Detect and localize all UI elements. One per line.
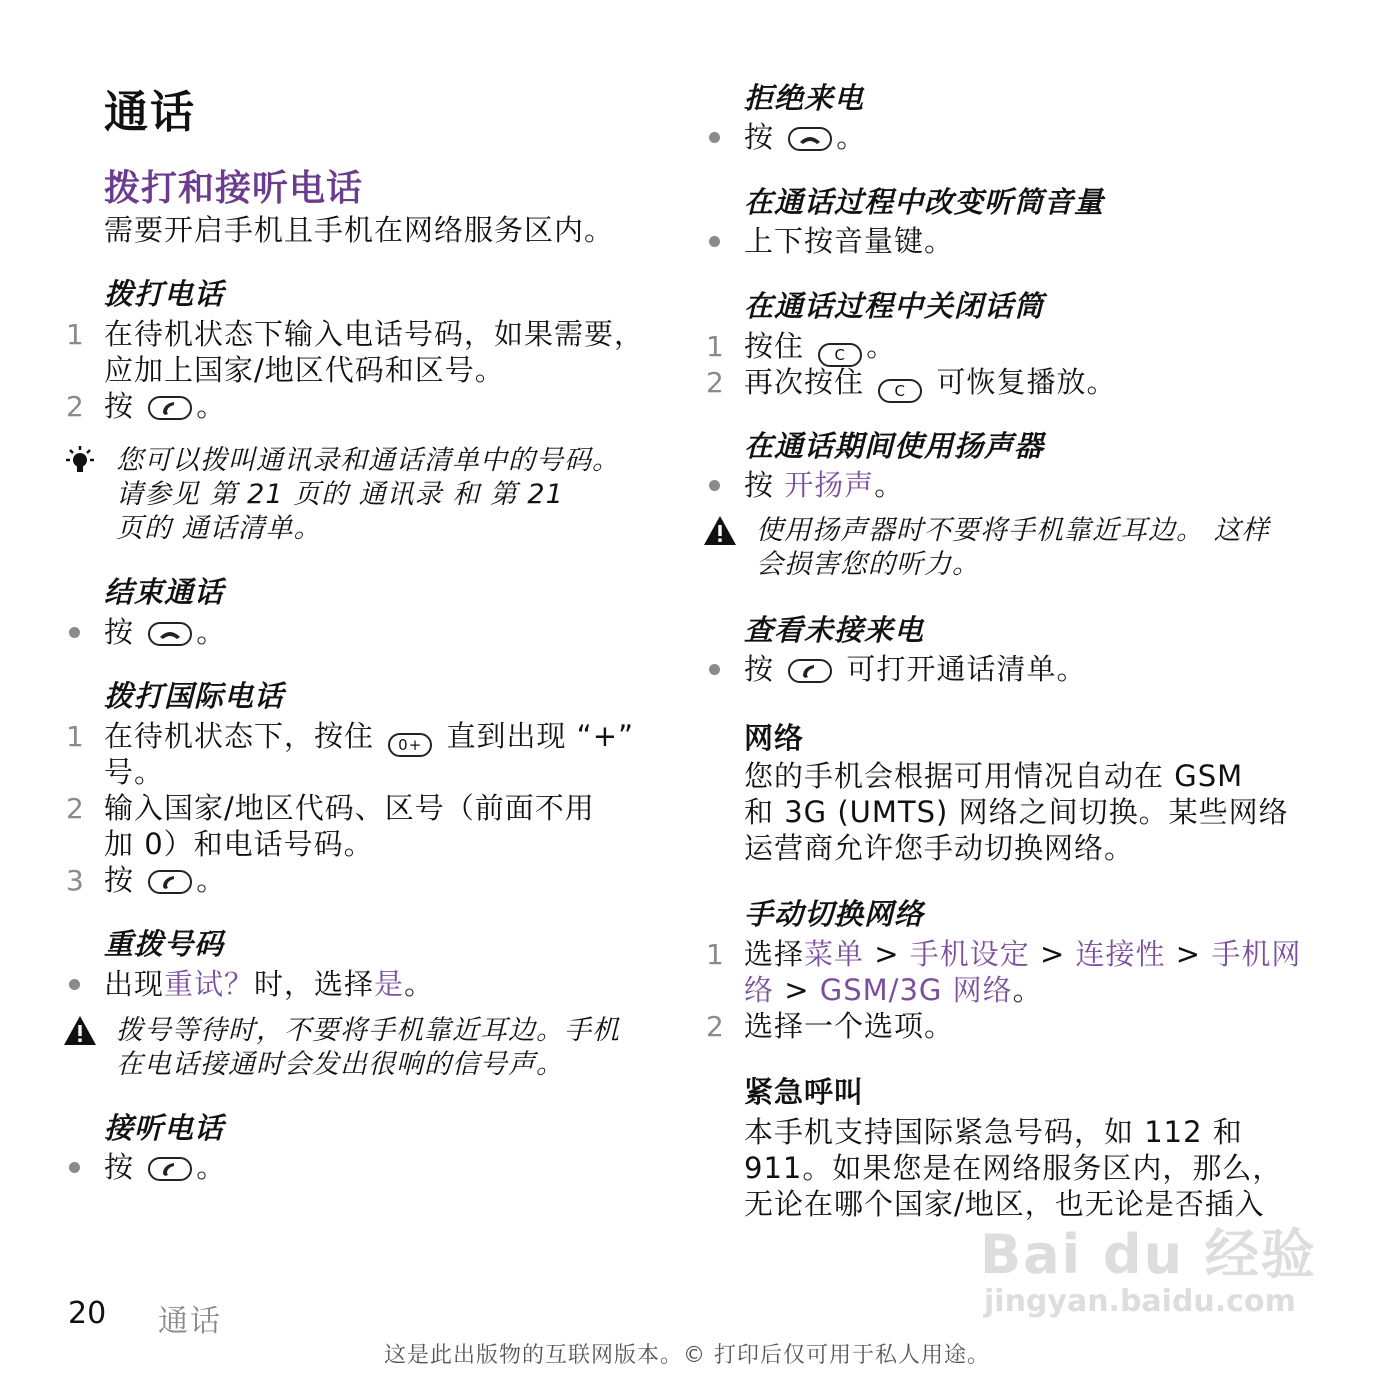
step-number: 1 [706,330,724,363]
step-end: 。 [1012,973,1043,1007]
step-number: 2 [66,792,84,825]
step-text: 在待机状态下，按住 [104,719,375,753]
step-text: 选择 [744,937,805,971]
emergency-line1: 本手机支持国际紧急号码，如 112 和 [744,1115,1243,1149]
menu-link[interactable]: 菜单 [804,937,865,971]
zero-plus-key-icon: 0+ [388,733,432,757]
warning2-line2: 会损害您的听力。 [756,549,980,580]
step-end: 。 [196,1150,227,1184]
manual-switch-step1-line1 [744,936,1301,972]
end-call-key-icon [788,127,832,151]
bullet [709,236,720,247]
connectivity-link[interactable]: 连接性 [1075,937,1166,971]
clear-key-icon: C [878,379,922,403]
reject-text [744,119,866,155]
watermark-url: jingyan.baidu.com [984,1284,1296,1319]
separator: > [1165,937,1212,971]
gsm-3g-network-link[interactable]: GSM/3G 网络 [819,973,1013,1007]
call-key-icon [788,659,832,683]
step-text: 按 [104,1150,135,1184]
manual-switch-step1-line2 [744,972,1043,1008]
end-call-key-icon [148,622,192,646]
tip-line3: 页的 通话清单。 [116,513,322,544]
network-line1: 您的手机会根据可用情况自动在 GSM [744,759,1244,793]
bullet [709,132,720,143]
intl-call-heading: 拨打国际电话 [104,679,285,713]
bullet [709,664,720,675]
copyright-notice: 这是此出版物的互联网版本。© 打印后仅可用于私人用途。 [384,1343,990,1368]
call-key-icon [148,870,192,894]
mute-heading: 在通话过程中关闭话筒 [744,289,1045,323]
intl-call-step2-line1: 输入国家/地区代码、区号（前面不用 [104,791,595,825]
redial-heading: 重拨号码 [104,927,225,961]
mute-step1 [744,328,896,367]
missed-text [744,651,1086,687]
network-heading: 网络 [744,721,805,755]
make-call-step2 [104,388,226,424]
call-key-icon [148,396,192,420]
section-title: 拨打和接听电话 [104,168,364,209]
speaker-heading: 在通话期间使用扬声器 [744,429,1045,463]
step-number: 2 [706,366,724,399]
bullet [69,979,80,990]
bullet [709,480,720,491]
step-end: 。 [874,468,905,502]
intl-call-step3 [104,862,226,898]
step-text: 再次按住 [744,365,865,399]
manual-switch-step2: 选择一个选项。 [744,1009,955,1043]
make-call-step1-line2: 应加上国家/地区代码和区号。 [104,353,505,387]
network-line3: 运营商允许您手动切换网络。 [744,831,1135,865]
clear-key-icon: C [818,343,862,367]
intl-call-step1-line1 [104,718,634,757]
step-text: 按 [744,468,775,502]
bullet [69,627,80,638]
mute-step2 [744,364,1116,403]
warning2-line1: 使用扬声器时不要将手机靠近耳边。 这样 [756,515,1270,546]
step-end: 。 [196,863,227,897]
yes-link[interactable]: 是 [374,967,405,1001]
network-line2: 和 3G (UMTS) 网络之间切换。某些网络 [744,795,1289,829]
separator: > [774,973,820,1007]
emergency-line2: 911。如果您是在网络服务区内，那么， [744,1151,1283,1185]
page-title: 通话 [104,87,196,138]
emergency-heading: 紧急呼叫 [744,1075,865,1109]
phone-settings-link[interactable]: 手机设定 [909,937,1030,971]
mobile-network-link[interactable]: 络 [744,973,775,1007]
step-end: 。 [404,967,435,1001]
step-text: 可恢复播放。 [936,365,1117,399]
redial-text [104,966,434,1002]
retry-link[interactable]: 重试？ [164,967,255,1001]
section-intro: 需要开启手机且手机在网络服务区内。 [104,213,615,247]
reject-heading: 拒绝来电 [744,81,865,115]
step-text: 时，选择 [254,967,375,1001]
step-number: 3 [66,864,84,897]
separator: > [864,937,910,971]
step-end: 。 [196,615,227,649]
emergency-line3: 无论在哪个国家/地区，也无论是否插入 [744,1187,1265,1221]
step-text: 按 [744,120,775,154]
warning-icon [62,1014,98,1048]
speaker-text [744,467,904,503]
footer-section: 通话 [158,1304,222,1339]
step-text: 可打开通话清单。 [846,652,1087,686]
step-end: 。 [836,120,867,154]
intl-call-step1-line2: 号。 [104,755,165,789]
make-call-heading: 拨打电话 [104,277,225,311]
volume-text: 上下按音量键。 [744,224,955,258]
warning-icon [702,514,738,548]
missed-heading: 查看未接来电 [744,613,925,647]
tip-line2: 请参见 第 21 页的 通讯录 和 第 21 [116,479,564,510]
volume-heading: 在通话过程中改变听筒音量 [744,185,1105,219]
tip-line1: 您可以拨叫通讯录和通话清单中的号码。 [116,445,620,476]
step-number: 1 [706,938,724,971]
end-call-heading: 结束通话 [104,575,225,609]
step-text: 出现 [104,967,165,1001]
speaker-on-link[interactable]: 开扬声 [784,468,875,502]
warning1-line1: 拨号等待时，不要将手机靠近耳边。手机 [116,1015,620,1046]
mobile-network-link[interactable]: 手机网 [1211,937,1302,971]
page-number: 20 [68,1296,107,1331]
manual-switch-heading: 手动切换网络 [744,897,925,931]
separator: > [1029,937,1076,971]
tip-bulb-icon [62,444,98,480]
intl-call-step2-line2: 加 0）和电话号码。 [104,827,374,861]
step-end: 。 [866,329,897,363]
step-number: 1 [66,318,84,351]
answer-heading: 接听电话 [104,1111,225,1145]
step-text: 直到出现 “+” [446,719,635,753]
watermark-brand: Bai du 经验 [980,1223,1317,1286]
make-call-step1-line1: 在待机状态下输入电话号码，如果需要， [104,317,645,351]
step-text: 按 [104,389,135,423]
step-number: 1 [66,720,84,753]
answer-text [104,1149,226,1185]
warning1-line2: 在电话接通时会发出很响的信号声。 [116,1049,564,1080]
call-key-icon [148,1157,192,1181]
bullet [69,1162,80,1173]
step-text: 按 [104,863,135,897]
step-number: 2 [66,390,84,423]
step-text: 按 [744,652,775,686]
step-text: 按 [104,615,135,649]
end-call-text [104,614,226,650]
step-end: 。 [196,389,227,423]
step-text: 按住 [744,329,805,363]
step-number: 2 [706,1010,724,1043]
